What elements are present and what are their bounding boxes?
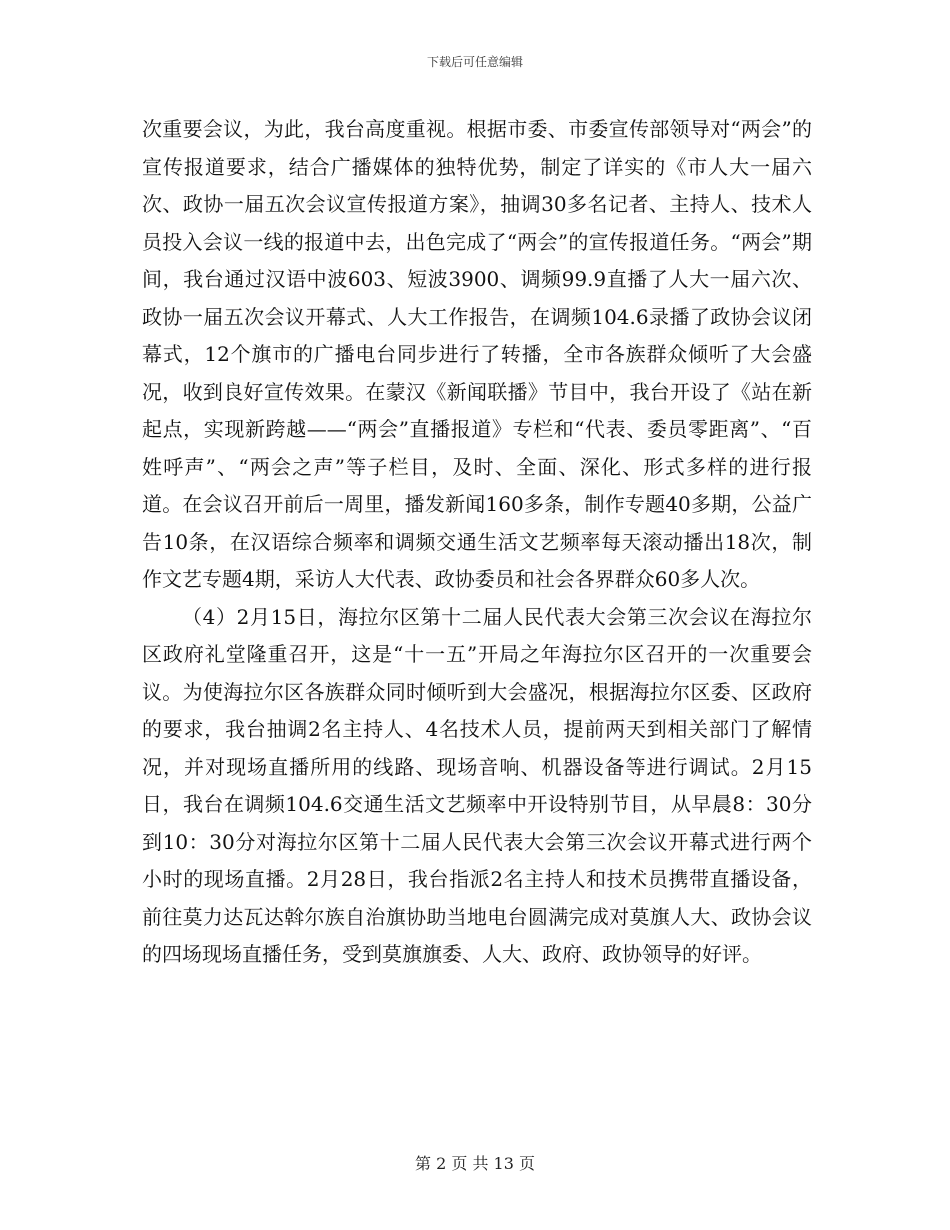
page-number: 第 2 页 共 13 页 <box>415 1154 535 1173</box>
document-body <box>142 111 812 974</box>
paragraph-item-4: （4）2月15日，海拉尔区第十二届人民代表大会第三次会议在海拉尔区政府礼堂隆重召开，这是“十一五”开局之年海拉尔区召开的一次重要会议。为使海拉尔区各族群众同时倾听到大会盛况，根据海拉尔区委、区政府的要求，我台抽调2名主持人、4名技术人员，提前两天到相关部门了解情况，并对现场直播所用的线路、现场音响、机器设备等进行调试。2月15日，我台在调频104.6交通生活文艺频率中开设特别节目，从早晨8：30分到10：30分对海拉尔区第十二届人民代表大会第三次会议开幕式进行两个小时的现场直播。2月28日，我台指派2名主持人和技术员携带直播设备，前往莫力达瓦达斡尔族自治旗协助当地电台圆满完成对莫旗人大、政协会议的四场现场直播任务，受到莫旗旗委、人大、政府、政协领导的好评。 <box>142 604 812 966</box>
paragraph-continuation: 次重要会议，为此，我台高度重视。根据市委、市委宣传部领导对“两会”的宣传报道要求，结合广播媒体的独特优势，制定了详实的《市人大一届六次、政协一届五次会议宣传报道方案》，抽调30多名记者、主持人、技术人员投入会议一线的报道中去，出色完成了“两会”的宣传报道任务。“两会”期间，我台通过汉语中波603、短波3900、调频99.9直播了人大一届六次、政协一届五次会议开幕式、人大工作报告，在调频104.6录播了政协会议闭幕式，12个旗市的广播电台同步进行了转播，全市各族群众倾听了大会盛况，收到良好宣传效果。在蒙汉《新闻联播》节目中，我台开设了《站在新起点，实现新跨越——“两会”直播报道》专栏和“代表、委员零距离”、“百姓呼声”、“两会之声”等子栏目，及时、全面、深化、形式多样的进行报道。在会议召开前后一周里，播发新闻160多条，制作专题40多期，公益广告10条，在汉语综合频率和调频交通生活文艺频率每天滚动播出18次，制作文艺专题4期，采访人大代表、政协委员和社会各界群众60多人次。 <box>142 117 812 591</box>
page-header-note: 下载后可任意编辑 <box>426 55 523 69</box>
